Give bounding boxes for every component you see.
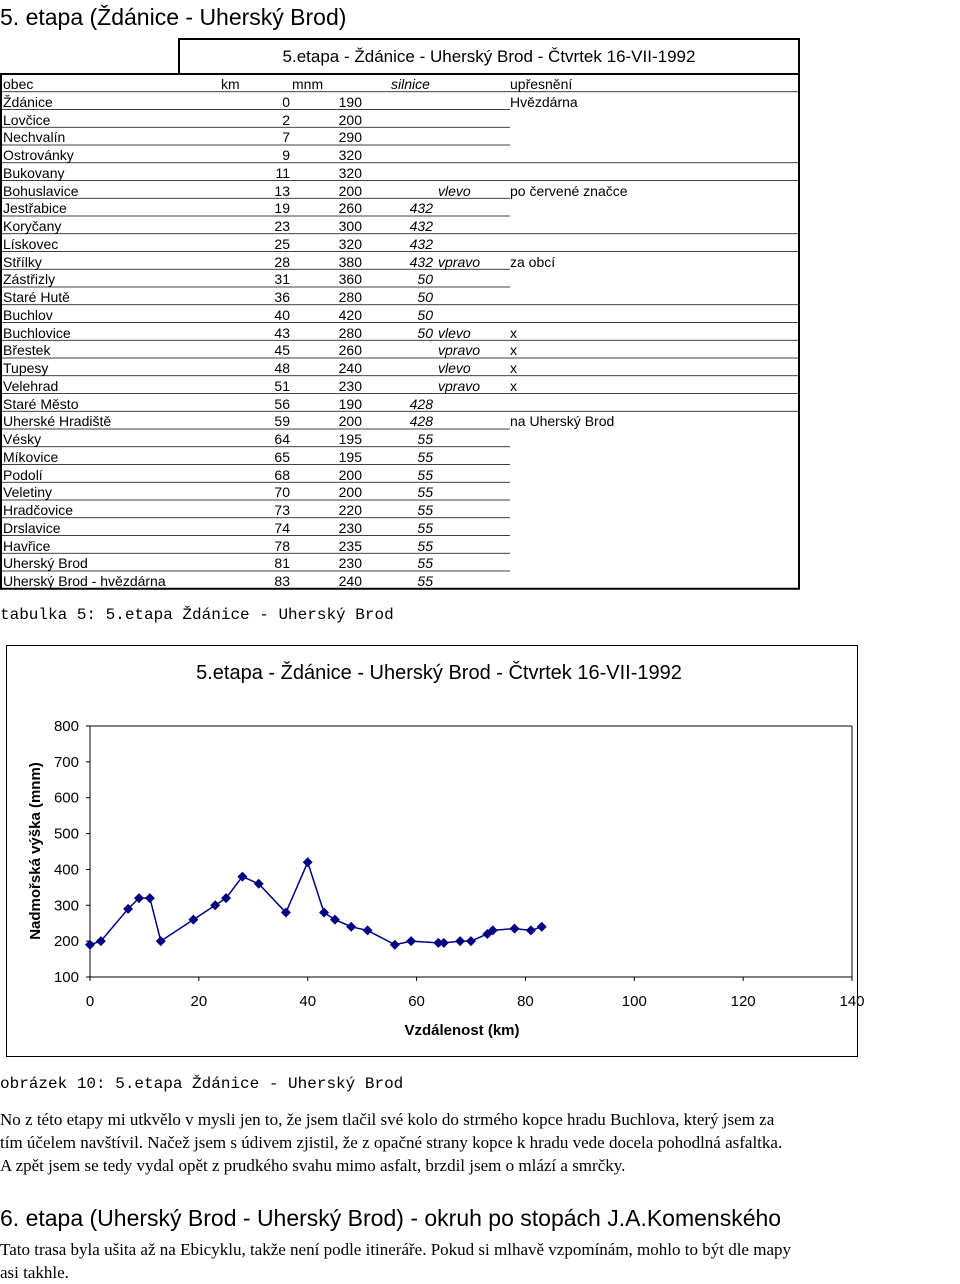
cell-mnm: 200 — [338, 466, 362, 483]
cell-km: 83 — [274, 573, 290, 589]
cell-place: Velehrad — [3, 377, 59, 394]
cell-road: 432 — [409, 218, 433, 234]
cell-place: Koryčany — [3, 218, 62, 234]
cell-km: 28 — [274, 253, 290, 270]
cell-km: 25 — [274, 235, 290, 252]
cell-road: 50 — [417, 324, 433, 341]
cell-road: 50 — [417, 306, 433, 323]
cell-mnm: 360 — [338, 271, 362, 288]
x-tick-label: 40 — [299, 993, 317, 1010]
cell-place: Drslavice — [3, 519, 61, 536]
cell-km: 65 — [274, 448, 290, 465]
data-point — [363, 925, 373, 935]
cell-place: Buchlovice — [3, 324, 71, 341]
cell-mnm: 195 — [338, 448, 362, 465]
header-silnice: silnice — [391, 76, 430, 92]
cell-place: Nechvalín — [3, 129, 66, 146]
y-tick-label: 200 — [53, 933, 79, 951]
cell-km: 64 — [274, 431, 290, 447]
table-row — [0, 270, 800, 288]
cell-note: x — [510, 377, 517, 394]
cell-note: na Uherský Brod — [510, 413, 615, 430]
table-row — [0, 377, 800, 395]
data-point — [210, 900, 220, 910]
table-row — [0, 395, 800, 413]
cell-place: Zástřizly — [3, 271, 56, 288]
cell-mnm: 230 — [338, 377, 362, 394]
cell-place: Staré Hutě — [3, 289, 70, 305]
data-point — [156, 936, 166, 946]
cell-mnm: 195 — [338, 431, 362, 447]
paragraph-buchlov — [0, 1108, 958, 1177]
elevation-chart — [6, 645, 865, 1057]
table-row — [0, 324, 800, 342]
table-row — [0, 359, 800, 377]
table-row — [0, 466, 800, 484]
cell-place: Havřice — [3, 537, 51, 554]
cell-km: 81 — [274, 555, 290, 572]
table-row — [0, 164, 800, 182]
y-tick-label: 600 — [53, 789, 79, 807]
cell-road: 50 — [417, 271, 433, 288]
cell-mnm: 230 — [338, 519, 362, 536]
cell-road: 428 — [409, 413, 433, 430]
cell-km: 45 — [274, 342, 290, 359]
cell-mnm: 190 — [338, 93, 362, 110]
cell-dir: vlevo — [438, 324, 471, 341]
cell-km: 51 — [274, 377, 290, 394]
data-point — [510, 924, 520, 934]
table-row — [0, 554, 800, 572]
data-point — [145, 893, 155, 903]
cell-km: 78 — [274, 537, 290, 554]
cell-dir: vpravo — [438, 342, 481, 359]
cell-place: Střílky — [3, 253, 42, 270]
table-row — [0, 146, 800, 164]
cell-dir: vlevo — [438, 360, 471, 376]
cell-mnm: 190 — [338, 395, 362, 412]
x-tick-label: 100 — [621, 993, 647, 1010]
table-header-row — [0, 75, 800, 93]
paragraph-line: No z této etapy mi utkvělo v mysli jen to, že jsem tlačil své kolo do strmého kopce hradu Buchlova, který jsem za — [0, 1110, 775, 1129]
cell-km: 19 — [274, 200, 290, 217]
cell-km: 48 — [274, 360, 290, 376]
table-title: 5.etapa - Ždánice - Uherský Brod - Čtvrtek 16-VII-1992 — [178, 38, 800, 74]
cell-place: Bukovany — [3, 164, 65, 181]
data-point — [330, 915, 340, 925]
cell-km: 11 — [275, 164, 290, 181]
table-row — [0, 519, 800, 537]
figure-caption: obrázek 10: 5.etapa Ždánice - Uherský Brod — [0, 1075, 404, 1093]
chart-y-axis-label: Nadmořská výška (mnm) — [27, 762, 44, 940]
paragraph-line: Tato trasa byla ušita až na Ebicyklu, takže není podle itineráře. Pokud si mlhavě vzpomínám, mohlo to být dle mapy — [0, 1240, 791, 1259]
cell-mnm: 200 — [338, 111, 362, 128]
cell-place: Uherský Brod - hvězdárna — [3, 573, 166, 589]
table-row — [0, 253, 800, 271]
table-caption: tabulka 5: 5.etapa Ždánice - Uherský Brod — [0, 606, 394, 624]
table-row — [0, 572, 800, 590]
cell-mnm: 380 — [338, 253, 362, 270]
x-tick-label: 0 — [85, 993, 95, 1010]
cell-road: 55 — [417, 502, 433, 518]
cell-road: 55 — [417, 448, 433, 465]
paragraph-line: A zpět jsem se tedy vydal opět z prudkého svahu mimo asfalt, brzdil jsem o mlází a smrčky. — [0, 1156, 626, 1175]
data-point — [303, 857, 313, 867]
cell-place: Lovčice — [3, 111, 51, 128]
cell-mnm: 290 — [338, 129, 362, 146]
cell-mnm: 260 — [338, 342, 362, 359]
cell-place: Veletiny — [3, 484, 53, 501]
x-tick-label: 140 — [839, 993, 865, 1010]
table-row — [0, 306, 800, 324]
cell-road: 55 — [417, 431, 433, 447]
x-tick-label: 80 — [517, 993, 534, 1010]
elevation-chart-svg — [7, 646, 865, 1056]
cell-mnm: 300 — [338, 218, 362, 234]
chart-x-axis-label: Vzdálenost (km) — [404, 1022, 520, 1039]
table-row — [0, 412, 800, 430]
cell-place: Břestek — [3, 342, 51, 359]
cell-road: 50 — [417, 289, 433, 305]
cell-road: 55 — [417, 484, 433, 501]
cell-mnm: 420 — [338, 306, 362, 323]
y-tick-label: 100 — [53, 969, 79, 986]
cell-mnm: 320 — [338, 147, 362, 163]
cell-mnm: 320 — [338, 164, 362, 181]
cell-km: 13 — [274, 182, 290, 199]
x-tick-label: 20 — [190, 993, 208, 1010]
cell-km: 70 — [274, 484, 290, 501]
cell-place: Uherské Hradiště — [3, 413, 112, 430]
cell-mnm: 280 — [338, 324, 362, 341]
cell-mnm: 260 — [338, 200, 362, 217]
table-row — [0, 182, 800, 200]
data-point — [406, 936, 416, 946]
cell-dir: vlevo — [438, 182, 471, 199]
paragraph-line: tím účelem navštívil. Načež jsem s údivem zjistil, že z opačné strany kopce k hradu vede docela pohodlná asfaltka. — [0, 1133, 783, 1152]
cell-place: Ždánice — [3, 93, 53, 110]
header-upresneni: upřesnění — [510, 76, 573, 92]
cell-km: 31 — [274, 271, 290, 288]
y-tick-label: 700 — [53, 753, 79, 771]
cell-mnm: 200 — [338, 182, 362, 199]
table-row — [0, 217, 800, 235]
cell-km: 36 — [274, 289, 290, 305]
cell-note: x — [510, 360, 517, 376]
cell-road: 428 — [409, 395, 433, 412]
cell-km: 59 — [274, 413, 290, 430]
cell-mnm: 220 — [338, 502, 362, 518]
cell-note: x — [510, 324, 517, 341]
table-row — [0, 430, 800, 448]
cell-dir: vpravo — [438, 253, 481, 270]
y-tick-label: 500 — [53, 825, 79, 843]
cell-road: 55 — [417, 555, 433, 572]
cell-place: Staré Město — [3, 395, 79, 412]
table-row — [0, 93, 800, 111]
cell-mnm: 235 — [338, 537, 362, 554]
cell-mnm: 200 — [338, 413, 362, 430]
table-row — [0, 483, 800, 501]
cell-road: 55 — [417, 573, 433, 589]
data-point — [319, 907, 329, 917]
cell-road: 432 — [409, 200, 433, 217]
cell-place: Uherský Brod — [3, 555, 88, 572]
cell-km: 74 — [274, 519, 290, 536]
table-row — [0, 235, 800, 253]
data-point — [526, 925, 536, 935]
cell-note: za obcí — [510, 253, 556, 270]
table-row — [0, 448, 800, 466]
data-point — [439, 938, 449, 948]
cell-place: Ostrovánky — [3, 147, 74, 163]
data-point — [537, 922, 547, 932]
cell-km: 40 — [274, 306, 290, 323]
cell-km: 9 — [282, 147, 290, 163]
table-row — [0, 537, 800, 555]
table-row — [0, 288, 800, 306]
cell-note: po červené značce — [510, 182, 628, 199]
table-row — [0, 199, 800, 217]
cell-km: 68 — [274, 466, 290, 483]
cell-mnm: 230 — [338, 555, 362, 572]
table-row — [0, 128, 800, 146]
page-heading: 5. etapa (Ždánice - Uherský Brod) — [0, 4, 347, 30]
paragraph-line: asi takhle. — [0, 1263, 69, 1282]
cell-km: 73 — [274, 502, 290, 518]
elevation-series-line — [90, 862, 542, 944]
cell-place: Podolí — [3, 466, 43, 483]
cell-km: 7 — [282, 129, 290, 146]
cell-place: Hradčovice — [3, 502, 74, 518]
cell-mnm: 200 — [338, 484, 362, 501]
cell-km: 56 — [274, 395, 290, 412]
cell-mnm: 240 — [338, 573, 362, 589]
data-point — [188, 915, 198, 925]
cell-road: 55 — [417, 537, 433, 554]
y-tick-label: 800 — [53, 718, 79, 735]
paragraph-ebicykl — [0, 1238, 958, 1284]
table-row — [0, 341, 800, 359]
x-tick-label: 60 — [408, 993, 425, 1010]
cell-road: 55 — [417, 519, 433, 536]
cell-place: Bohuslavice — [3, 182, 79, 199]
table-row — [0, 111, 800, 129]
data-point — [346, 922, 356, 932]
cell-road: 432 — [409, 235, 433, 252]
header-km: km — [221, 76, 240, 92]
chart-title: 5.etapa - Ždánice - Uherský Brod - Čtvrtek 16-VII-1992 — [196, 662, 682, 684]
cell-place: Buchlov — [3, 306, 53, 323]
table-row — [0, 501, 800, 519]
cell-place: Jestřabice — [3, 200, 67, 217]
x-tick-label: 120 — [730, 993, 756, 1010]
cell-place: Míkovice — [3, 448, 59, 465]
cell-mnm: 280 — [338, 289, 362, 305]
cell-dir: vpravo — [438, 377, 481, 394]
cell-note: Hvězdárna — [510, 93, 578, 110]
data-point — [466, 936, 476, 946]
cell-place: Lískovec — [3, 235, 59, 252]
cell-km: 43 — [274, 324, 290, 341]
cell-note: x — [510, 342, 517, 359]
cell-place: Vésky — [3, 431, 42, 447]
y-tick-label: 300 — [53, 897, 79, 915]
cell-mnm: 240 — [338, 360, 362, 376]
data-point — [455, 936, 465, 946]
header-obec: obec — [3, 76, 34, 92]
y-tick-label: 400 — [53, 861, 79, 879]
section-heading-6: 6. etapa (Uherský Brod - Uherský Brod) - okruh po stopách J.A.Komenského — [0, 1205, 782, 1231]
cell-mnm: 320 — [338, 235, 362, 252]
cell-road: 432 — [409, 253, 433, 270]
cell-km: 0 — [282, 93, 290, 110]
data-point — [390, 940, 400, 950]
header-mnm: mnm — [292, 76, 324, 92]
cell-km: 23 — [274, 218, 290, 234]
cell-road: 55 — [417, 466, 433, 483]
itinerary-table — [0, 38, 800, 596]
cell-km: 2 — [282, 111, 290, 128]
cell-place: Tupesy — [3, 360, 49, 376]
